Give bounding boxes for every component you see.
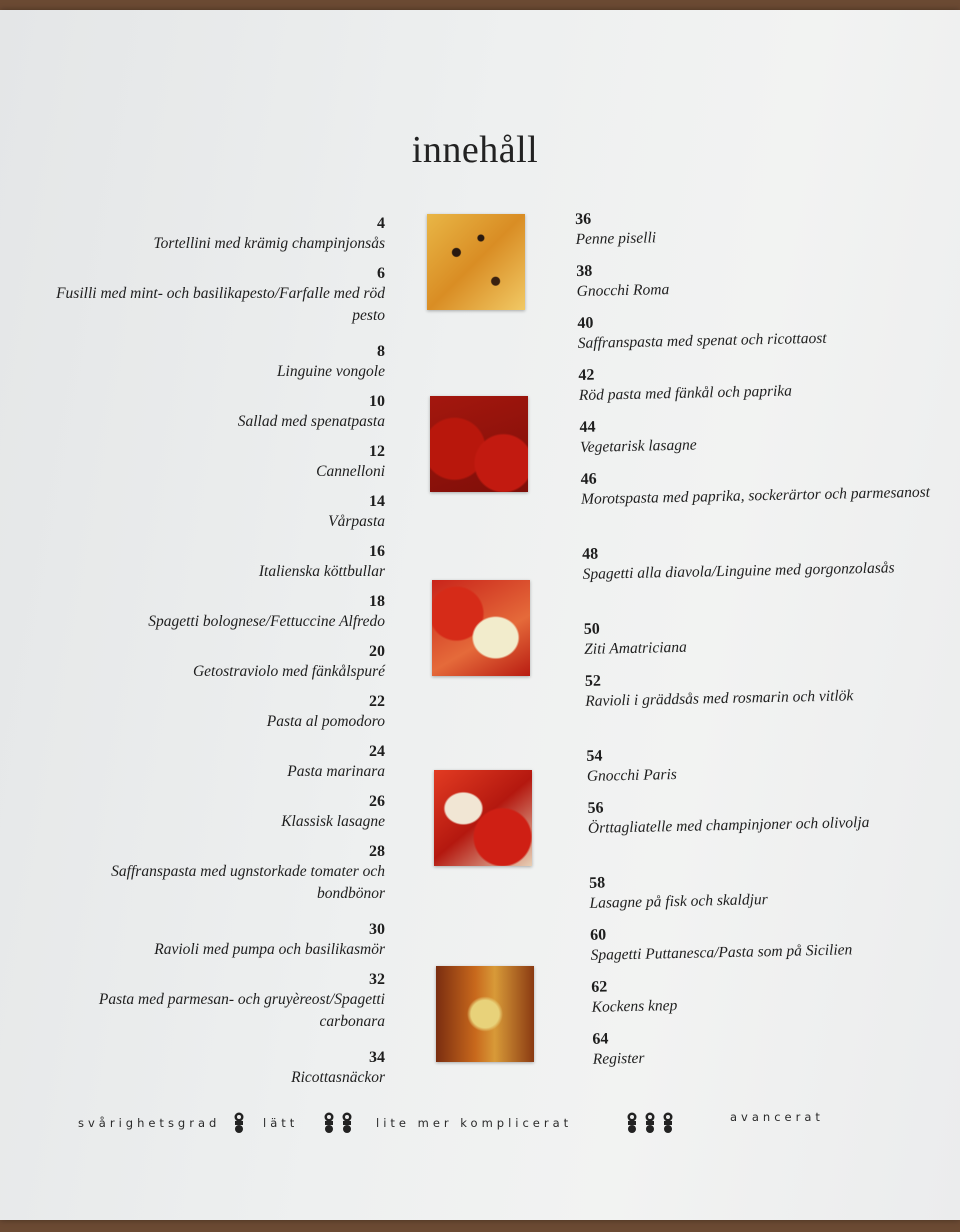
page-number: 26	[369, 793, 385, 810]
oil-bottle-photo	[436, 966, 534, 1062]
page-number: 4	[377, 215, 385, 232]
recipe-name: Cannelloni	[316, 463, 385, 480]
recipe-name: Vegetarisk lasagne	[579, 436, 697, 456]
legend-hard: avancerat	[730, 1110, 824, 1124]
recipe-name: Pasta marinara	[287, 763, 385, 780]
contents-entry[interactable]	[45, 592, 385, 642]
chef-hat-icon	[233, 1112, 245, 1134]
page-number: 32	[369, 971, 385, 988]
chef-hat-icon	[626, 1112, 638, 1134]
contents-entry[interactable]	[576, 254, 937, 314]
contents-entry[interactable]	[45, 792, 385, 842]
recipe-name: Ricottasnäckor	[291, 1069, 385, 1086]
tomato-photo	[430, 396, 528, 492]
page-title: innehåll	[411, 129, 539, 171]
recipe-name: Linguine vongole	[276, 363, 385, 380]
page-number: 16	[369, 543, 385, 560]
page-number: 34	[369, 1049, 385, 1066]
contents-left-column	[45, 214, 385, 1098]
recipe-name: Ravioli med pumpa och basilikasmör	[154, 941, 385, 958]
recipe-name: Morotspasta med paprika, sockerärtor och parmesanost	[580, 483, 931, 508]
page-number: 48	[582, 545, 599, 563]
recipe-name: Gnocchi Roma	[576, 281, 670, 300]
contents-entry[interactable]	[45, 742, 385, 792]
page-number: 54	[586, 747, 603, 765]
contents-entry[interactable]	[585, 664, 946, 747]
contents-entry[interactable]	[45, 492, 385, 542]
recipe-name: Penne piselli	[575, 229, 657, 248]
recipe-name: Fusilli med mint- och basilikapesto/Farfalle med röd pesto	[56, 285, 385, 324]
difficulty-legend	[78, 1110, 878, 1140]
page-number: 28	[369, 843, 385, 860]
recipe-name: Pasta med parmesan- och gruyèreost/Spagetti carbonara	[98, 991, 385, 1030]
contents-entry[interactable]	[577, 306, 938, 366]
chef-hat-icon	[662, 1112, 674, 1134]
page-number: 18	[369, 593, 385, 610]
contents-entry[interactable]	[45, 692, 385, 742]
contents-entry[interactable]	[579, 410, 940, 470]
page-number: 56	[587, 799, 604, 817]
recipe-name: Vårpasta	[328, 513, 385, 530]
recipe-name: Spagetti bolognese/Fettuccine Alfredo	[148, 613, 385, 630]
contents-entry[interactable]	[578, 358, 939, 418]
recipe-name: Klassisk lasagne	[281, 813, 385, 830]
contents-entry[interactable]	[580, 462, 941, 545]
page-number: 58	[588, 874, 606, 892]
page-number: 24	[369, 743, 385, 760]
contents-entry[interactable]	[591, 970, 952, 1030]
page-number: 22	[369, 693, 385, 710]
page-number: 62	[591, 978, 608, 996]
page-number: 52	[584, 672, 602, 690]
page-number: 14	[369, 493, 385, 510]
contents-entry[interactable]	[590, 918, 951, 978]
contents-right-column	[575, 202, 953, 1081]
page-number: 60	[590, 926, 607, 944]
page-number: 64	[592, 1030, 609, 1048]
contents-entry[interactable]	[592, 1022, 953, 1082]
page-number: 46	[580, 470, 597, 488]
page-number: 40	[577, 314, 594, 332]
page-number: 38	[576, 262, 593, 280]
contents-entry[interactable]	[587, 791, 948, 874]
contents-entry[interactable]	[584, 612, 945, 672]
legend-medium: lite mer komplicerat	[376, 1116, 573, 1130]
contents-entry[interactable]	[45, 442, 385, 492]
pasta-photo	[432, 580, 530, 676]
recipe-name: Sallad med spenatpasta	[237, 413, 385, 430]
page-number: 8	[377, 343, 385, 360]
recipe-name: Ravioli i gräddsås med rosmarin och vitlök	[585, 687, 854, 710]
chef-hat-icon	[323, 1112, 335, 1134]
recipe-name: Spagetti alla diavola/Linguine med gorgonzolasås	[582, 559, 895, 583]
recipe-name: Röd pasta med fänkål och paprika	[578, 382, 793, 404]
recipe-name: Pasta al pomodoro	[266, 713, 385, 730]
contents-entry[interactable]	[45, 842, 385, 920]
contents-entry[interactable]	[45, 642, 385, 692]
recipe-name: Kockens knep	[591, 997, 678, 1016]
contents-entry[interactable]	[582, 537, 943, 620]
contents-entry[interactable]	[575, 202, 936, 262]
page-number: 20	[369, 643, 385, 660]
contents-entry[interactable]	[45, 214, 385, 264]
contents-entry[interactable]	[45, 1048, 385, 1098]
page-number: 30	[369, 921, 385, 938]
recipe-name: Gnocchi Paris	[586, 765, 678, 785]
chef-hat-icon	[644, 1112, 656, 1134]
recipe-name: Ziti Amatriciana	[584, 638, 688, 658]
recipe-name: Saffranspasta med ugnstorkade tomater och bondbönor	[111, 863, 385, 902]
lasagne-photo	[434, 770, 532, 866]
recipe-name: Saffranspasta med spenat och ricottaost	[577, 329, 827, 352]
contents-entry[interactable]	[45, 392, 385, 442]
contents-entry[interactable]	[45, 542, 385, 592]
contents-entry[interactable]	[586, 739, 947, 799]
recipe-name: Tortellini med krämig champinjonsås	[153, 235, 385, 252]
contents-entry[interactable]	[45, 970, 385, 1048]
page-number: 42	[578, 366, 595, 384]
recipe-name: Getostraviolo med fänkålspuré	[192, 663, 385, 680]
page-number: 50	[583, 620, 600, 638]
page-number: 12	[369, 443, 385, 460]
recipe-name: Italienska köttbullar	[258, 563, 385, 580]
contents-entry[interactable]	[45, 264, 385, 342]
recipe-name: Register	[592, 1049, 645, 1068]
recipe-name: Spagetti Puttanesca/Pasta som på Sicilien	[590, 941, 853, 964]
page-number: 6	[377, 265, 385, 282]
chef-hat-icon	[341, 1112, 353, 1134]
legend-easy: lätt	[263, 1116, 299, 1130]
contents-page	[0, 10, 960, 1220]
pasta-photo	[427, 214, 525, 310]
contents-entry[interactable]	[589, 866, 950, 926]
recipe-name: Örttagliatelle med champinjoner och olivolja	[587, 813, 870, 837]
contents-entry[interactable]	[45, 342, 385, 392]
page-number: 36	[575, 210, 592, 228]
legend-heading: svårighetsgrad	[78, 1116, 221, 1130]
contents-entry[interactable]	[45, 920, 385, 970]
page-number: 44	[579, 418, 596, 436]
recipe-name: Lasagne på fisk och skaldjur	[589, 891, 768, 912]
page-number: 10	[369, 393, 385, 410]
